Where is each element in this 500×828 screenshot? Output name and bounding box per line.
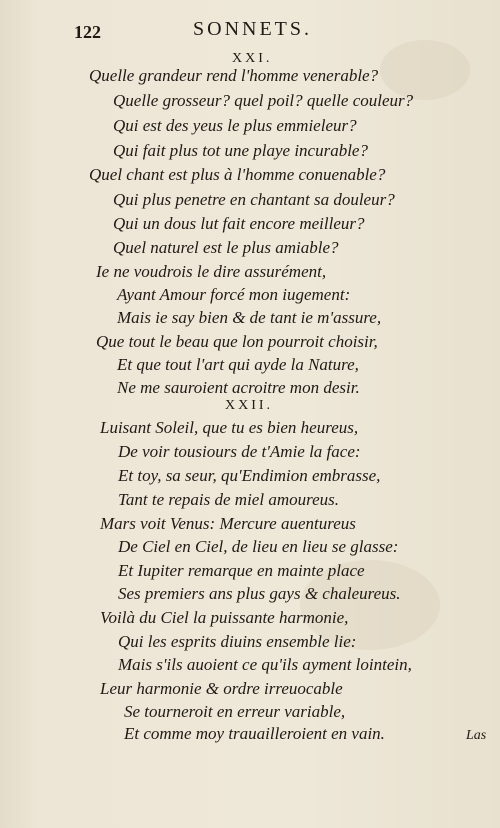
verse-line: Et comme moy trauailleroient en vain. xyxy=(124,724,385,743)
verse-line: Qui plus penetre en chantant sa douleur? xyxy=(113,190,395,209)
verse-line: Mais s'ils auoient ce qu'ils ayment lointein, xyxy=(118,655,412,674)
verse-line: De voir tousiours de t'Amie la face: xyxy=(118,442,361,461)
verse-line: Ses premiers ans plus gays & chaleureus. xyxy=(118,584,401,603)
verse-line: Qui un dous lut fait encore meilleur? xyxy=(113,214,365,233)
verse-line: Se tourneroit en erreur variable, xyxy=(124,702,346,721)
verse-line: Et que tout l'art qui ayde la Nature, xyxy=(117,355,359,374)
verse-line: Mars voit Venus: Mercure auentureus xyxy=(100,514,356,533)
verse-line: Quelle grandeur rend l'homme venerable? xyxy=(89,66,379,85)
verse-line: Tant te repais de miel amoureus. xyxy=(118,490,339,509)
verse-line: Et toy, sa seur, qu'Endimion embrasse, xyxy=(118,466,381,485)
verse-line: Et Iupiter remarque en mainte place xyxy=(118,561,365,580)
verse-line: Mais ie say bien & de tant ie m'assure, xyxy=(117,308,382,327)
verse-line: Leur harmonie & ordre irreuocable xyxy=(100,679,343,698)
sonnet-22-number: XXII. xyxy=(225,398,274,413)
page-number: 122 xyxy=(74,22,101,42)
running-head: SONNETS. xyxy=(193,18,313,40)
verse-line: Quel chant est plus à l'homme conuenable? xyxy=(89,165,386,184)
verse-line: De Ciel en Ciel, de lieu en lieu se glasse: xyxy=(118,537,399,556)
verse-line: Voilà du Ciel la puissante harmonie, xyxy=(100,608,349,627)
verse-line: Qui est des yeus le plus emmieleur? xyxy=(113,116,357,135)
verse-line: Quel naturel est le plus amiable? xyxy=(113,238,339,257)
verse-line: Ie ne voudrois le dire assurément, xyxy=(96,262,327,281)
verse-line: Luisant Soleil, que tu es bien heureus, xyxy=(100,418,359,437)
catchword: Las xyxy=(466,728,487,743)
sonnet-21-number: XXI. xyxy=(232,51,273,66)
verse-line: Ayant Amour forcé mon iugement: xyxy=(117,285,351,304)
verse-line: Quelle grosseur? quel poil? quelle couleur? xyxy=(113,91,414,110)
verse-line: Qui les esprits diuins ensemble lie: xyxy=(118,632,357,651)
verse-line: Qui fait plus tot une playe incurable? xyxy=(113,141,368,160)
verse-line: Ne me sauroient acroitre mon desir. xyxy=(117,378,360,397)
verse-line: Que tout le beau que lon pourroit choisir, xyxy=(96,332,378,351)
